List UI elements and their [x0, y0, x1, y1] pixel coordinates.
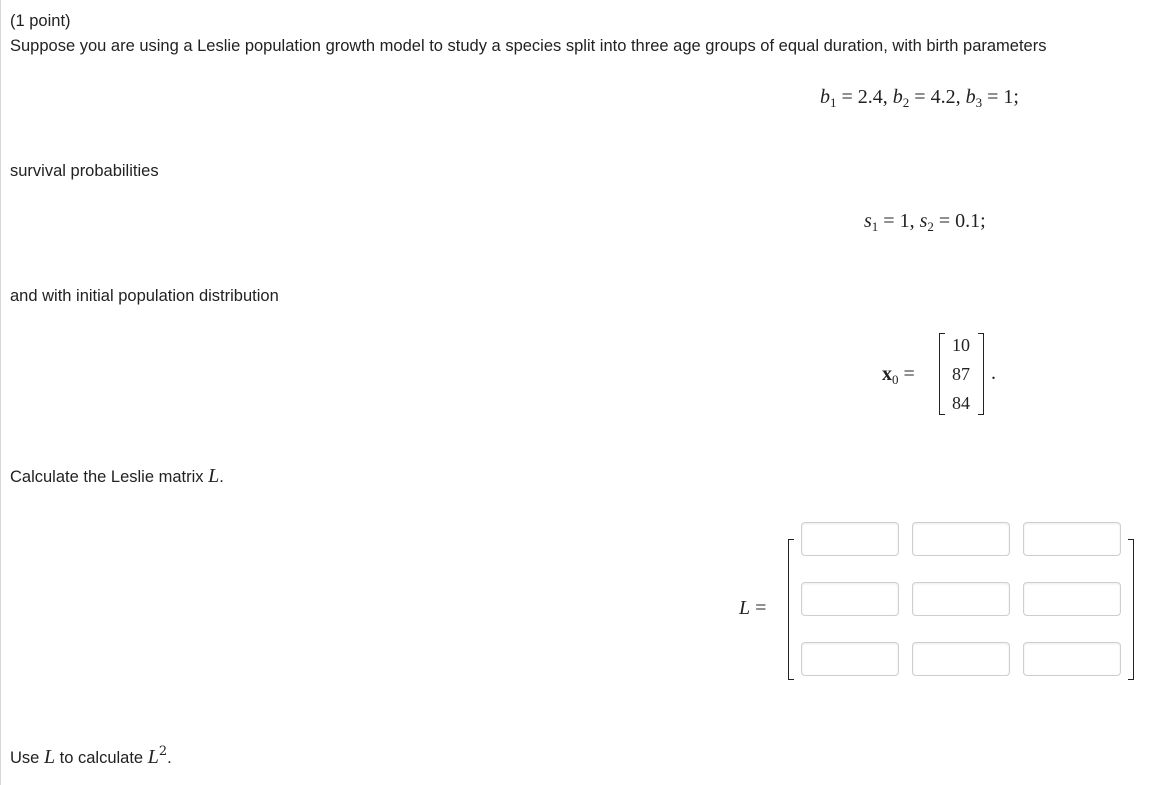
matrix-cell-r1c1[interactable]: [801, 522, 899, 556]
matrix-cell-r1c2[interactable]: [912, 522, 1010, 556]
matrix-cell-r2c1[interactable]: [801, 582, 899, 616]
matrix-right-bracket: [1128, 539, 1134, 680]
birth-params-equation: $b_1 = 2.4$, $b_2 = 4.2$, $b_3 = 1$;: [820, 86, 1019, 110]
vector-entry-2: 87: [952, 364, 970, 384]
survival-params-equation: $s_1 = 1$, $s_2 = 0.1$;: [864, 210, 986, 234]
points-label: (1 point): [10, 12, 71, 30]
task-1-suffix: .: [219, 468, 224, 486]
task-1-variable: L: [208, 465, 220, 487]
initial-distribution-label: and with initial population distribution: [10, 287, 279, 305]
b3-value: 1: [1003, 86, 1014, 108]
answer-matrix-label: L =: [739, 597, 767, 619]
b1-value: 2.4: [857, 86, 883, 108]
vector-entry-1: 10: [952, 335, 970, 355]
task-2-text: [10, 744, 172, 768]
b2-value: 4.2: [930, 86, 956, 108]
matrix-cell-r2c3[interactable]: [1023, 582, 1121, 616]
task-1-text: [10, 466, 224, 487]
matrix-cell-r2c2[interactable]: [912, 582, 1010, 616]
task-2-suffix: .: [167, 749, 172, 767]
matrix-left-bracket: [788, 539, 794, 680]
matrix-cell-r3c3[interactable]: [1023, 642, 1121, 676]
task-2-variable-squared: L: [147, 746, 159, 768]
x0-label: $x_0$ =: [882, 363, 915, 387]
intro-text: Suppose you are using a Leslie population growth model to study a species split into three age groups of equal duration, with birth parameters: [10, 37, 1047, 55]
matrix-cell-r3c2[interactable]: [912, 642, 1010, 676]
s2-value: 0.1: [955, 210, 981, 232]
answer-matrix-variable: L: [739, 597, 751, 619]
s1-value: 1: [899, 210, 910, 232]
task-2-prefix: Use: [10, 749, 44, 767]
matrix-cell-r1c3[interactable]: [1023, 522, 1121, 556]
matrix-cell-r3c1[interactable]: [801, 642, 899, 676]
task-1-prefix: Calculate the Leslie matrix: [10, 468, 209, 486]
task-2-exponent: 2: [158, 744, 168, 759]
task-2-mid: to calculate: [55, 749, 148, 767]
left-border: [0, 0, 1, 785]
survival-label: survival probabilities: [10, 162, 159, 180]
vector-period: .: [991, 362, 996, 384]
vector-entry-3: 84: [952, 393, 970, 413]
task-2-variable: L: [43, 746, 56, 768]
